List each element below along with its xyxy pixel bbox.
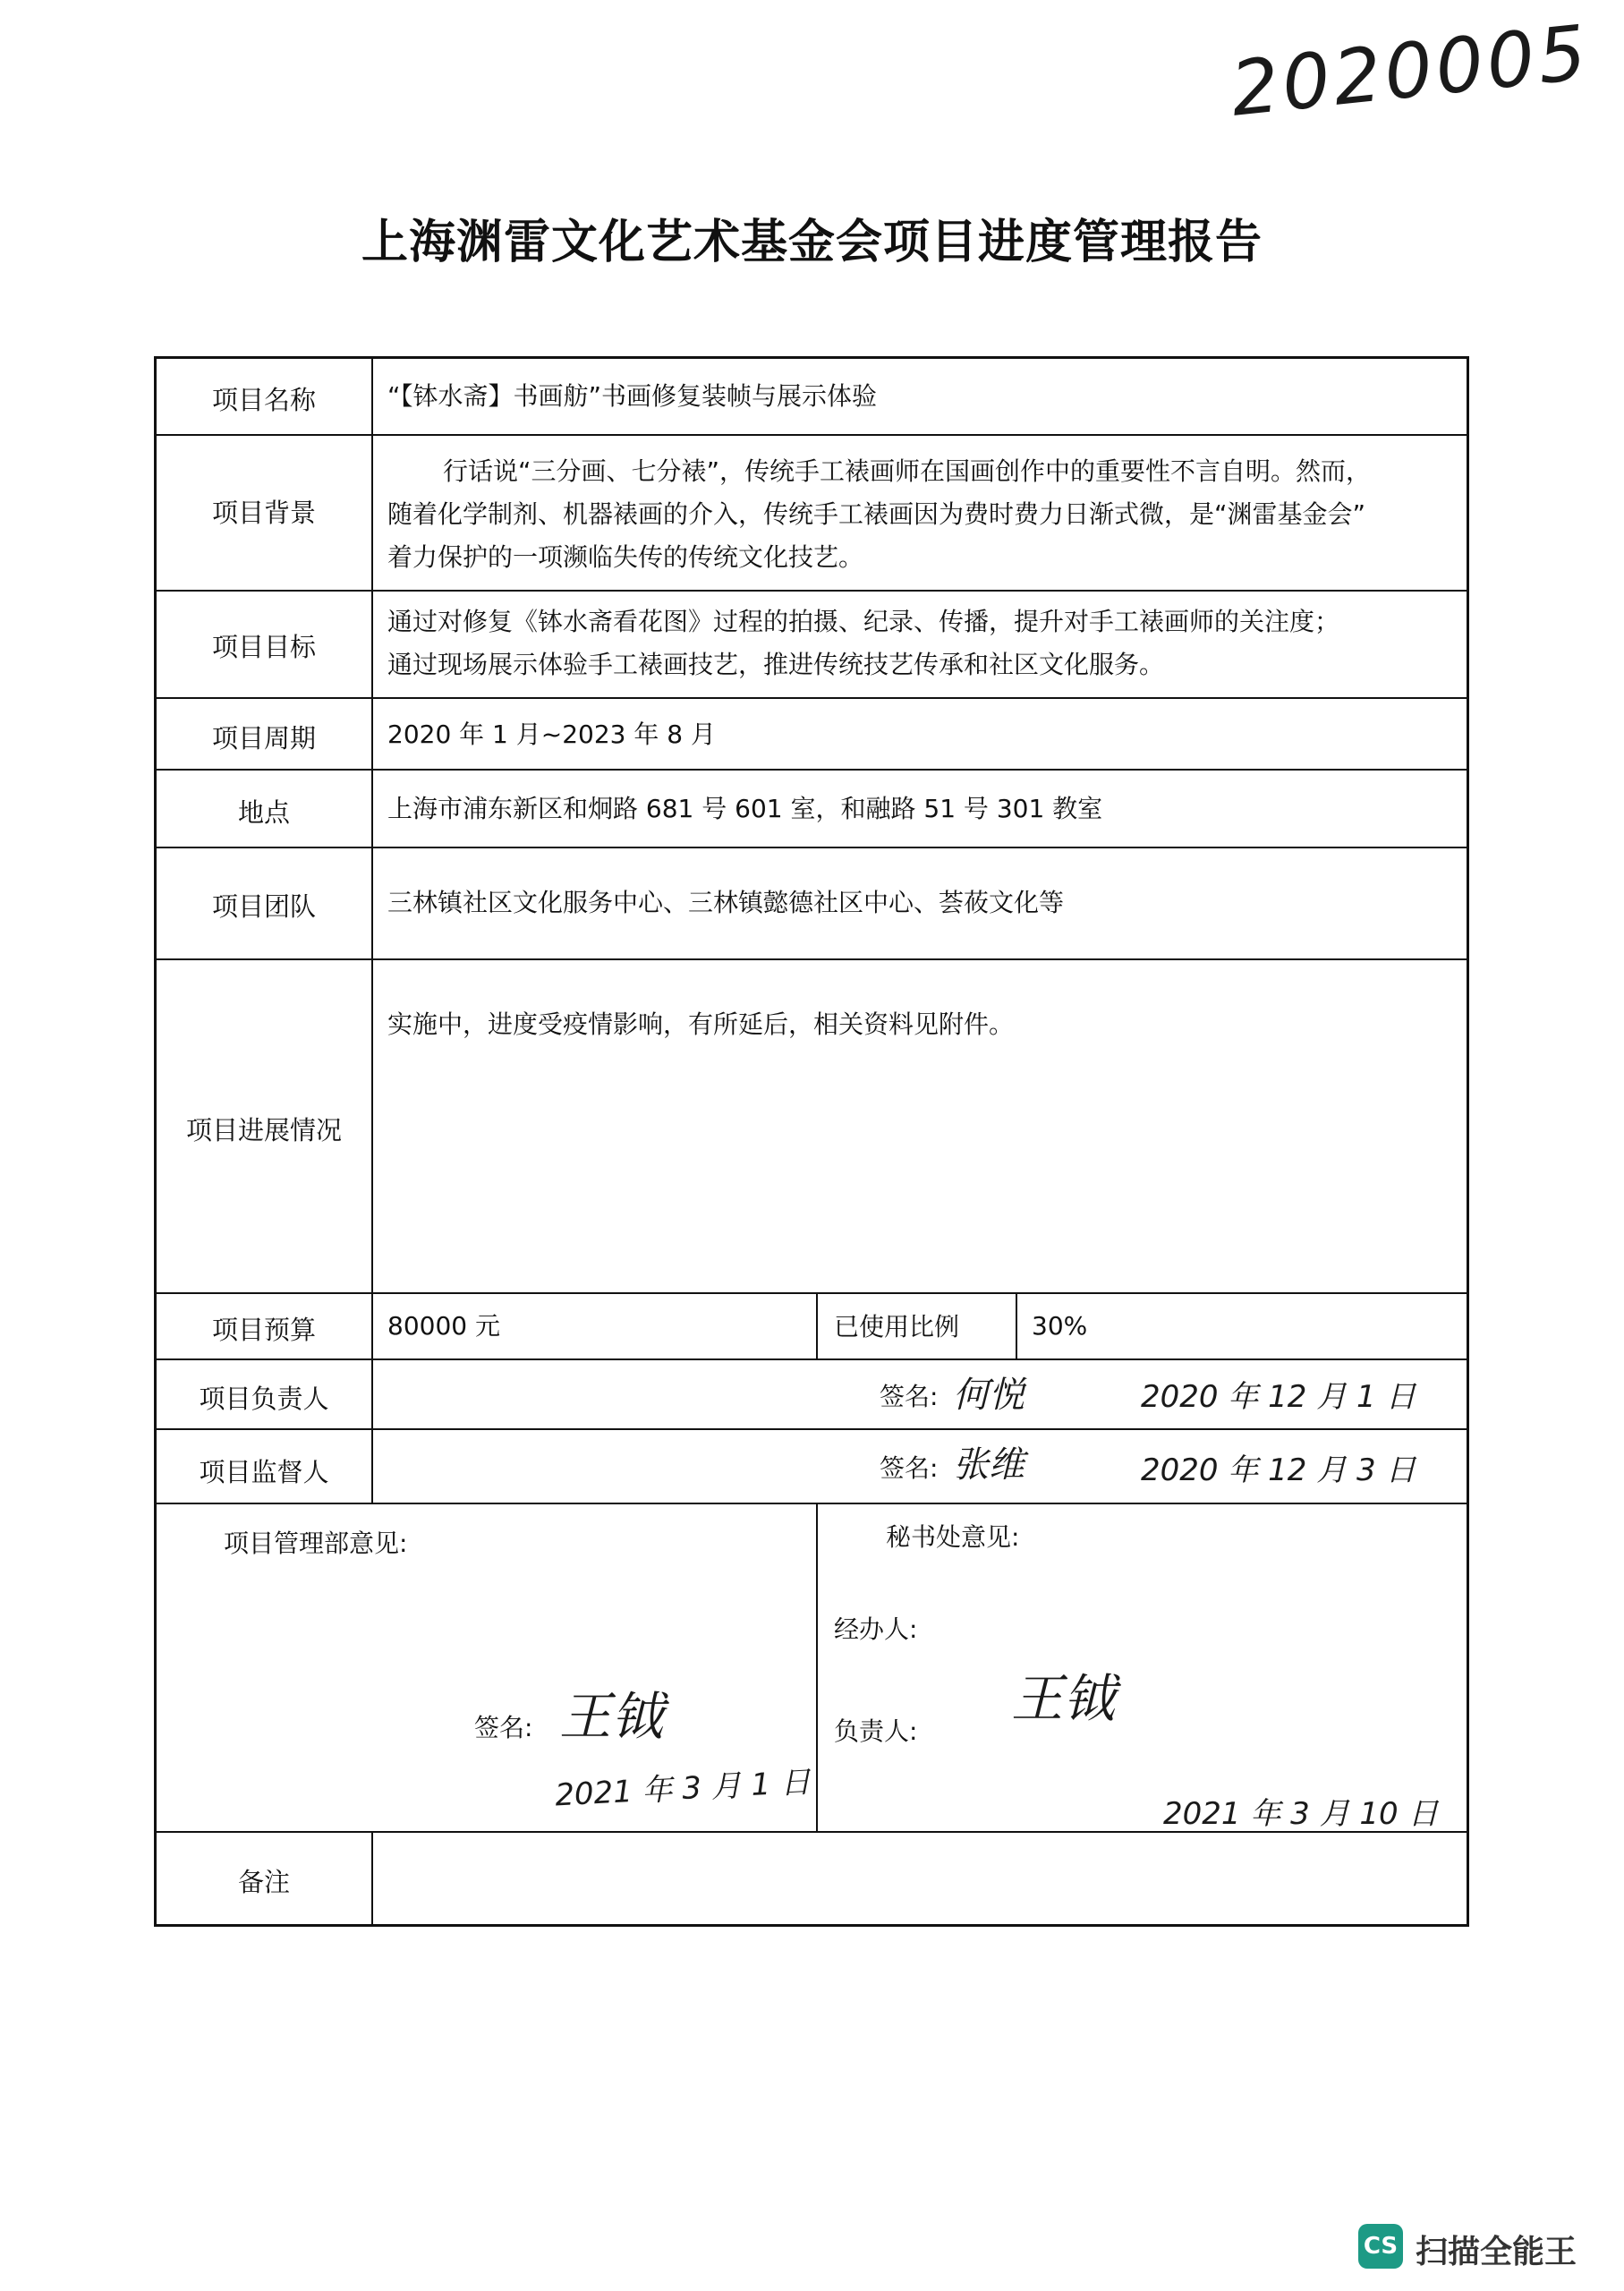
value-background-line-2: 随着化学制剂、机器裱画的介入，传统手工裱画因为费时费力日渐式微，是“渊雷基金会” xyxy=(387,499,1366,529)
label-progress: 项目进展情况 xyxy=(185,1115,342,1146)
mgmt-signature: 王钺 xyxy=(559,1686,664,1747)
mgmt-sign-label: 签名: xyxy=(474,1713,533,1742)
value-location: 上海市浦东新区和炯路 681 号 601 室，和融路 51 号 301 教室 xyxy=(387,794,1103,823)
secretariat-handler-label: 经办人: xyxy=(834,1614,918,1644)
leader-sign-label: 签名: xyxy=(880,1382,939,1411)
supervisor-sign-date: 2020 年 12 月 3 日 xyxy=(1141,1452,1416,1488)
secretariat-sign-date: 2021 年 3 月 10 日 xyxy=(1163,1796,1439,1832)
label-leader: 项目负责人 xyxy=(199,1384,329,1414)
leader-signature: 何悦 xyxy=(953,1375,1025,1416)
value-goal-line-1: 通过对修复《钵水斋看花图》过程的拍摄、纪录、传播，提升对手工裱画师的关注度； xyxy=(387,607,1340,636)
camscanner-watermark: 扫描全能王 xyxy=(1416,2234,1577,2270)
mgmt-sign-date: 2021 年 3 月 1 日 xyxy=(554,1764,812,1814)
label-location: 地点 xyxy=(237,797,290,828)
value-background-line-1: 行话说“三分画、七分裱”，传统手工裱画师在国画创作中的重要性不言自明。然而， xyxy=(443,456,1372,486)
value-progress: 实施中，进度受疫情影响，有所延后，相关资料见附件。 xyxy=(387,1009,1015,1039)
camscanner-logo-icon: CS xyxy=(1358,2224,1403,2269)
label-project-name: 项目名称 xyxy=(211,385,316,415)
secretariat-signature: 王钺 xyxy=(1011,1668,1116,1729)
label-remarks: 备注 xyxy=(237,1867,290,1897)
supervisor-signature: 张维 xyxy=(953,1444,1025,1486)
label-secretariat-opinion: 秘书处意见: xyxy=(886,1522,1020,1552)
value-used-ratio: 30% xyxy=(1032,1311,1088,1341)
value-team: 三林镇社区文化服务中心、三林镇懿德社区中心、荟莜文化等 xyxy=(387,888,1065,917)
label-mgmt-opinion: 项目管理部意见: xyxy=(224,1529,408,1558)
label-supervisor: 项目监督人 xyxy=(199,1457,329,1487)
label-goal: 项目目标 xyxy=(211,632,316,662)
leader-sign-date: 2020 年 12 月 1 日 xyxy=(1141,1379,1416,1415)
report-form xyxy=(154,356,1469,1927)
value-background-line-3: 着力保护的一项濒临失传的传统文化技艺。 xyxy=(387,542,864,572)
value-budget: 80000 元 xyxy=(387,1311,500,1341)
label-budget: 项目预算 xyxy=(211,1315,316,1345)
supervisor-sign-label: 签名: xyxy=(880,1453,939,1483)
label-used-ratio: 已使用比例 xyxy=(834,1312,960,1341)
value-goal-line-2: 通过现场展示体验手工裱画技艺，推进传统技艺传承和社区文化服务。 xyxy=(387,650,1165,679)
document-number: 2020005 xyxy=(1226,8,1594,133)
page-title: 上海渊雷文化艺术基金会项目进度管理报告 xyxy=(361,216,1263,269)
label-background: 项目背景 xyxy=(211,498,316,528)
label-period: 项目周期 xyxy=(211,723,316,754)
secretariat-head-label: 负责人: xyxy=(834,1716,918,1746)
label-team: 项目团队 xyxy=(211,891,316,922)
value-period: 2020 年 1 月~2023 年 8 月 xyxy=(387,720,717,749)
value-project-name: “【钵水斋】书画舫”书画修复装帧与展示体验 xyxy=(387,381,878,411)
